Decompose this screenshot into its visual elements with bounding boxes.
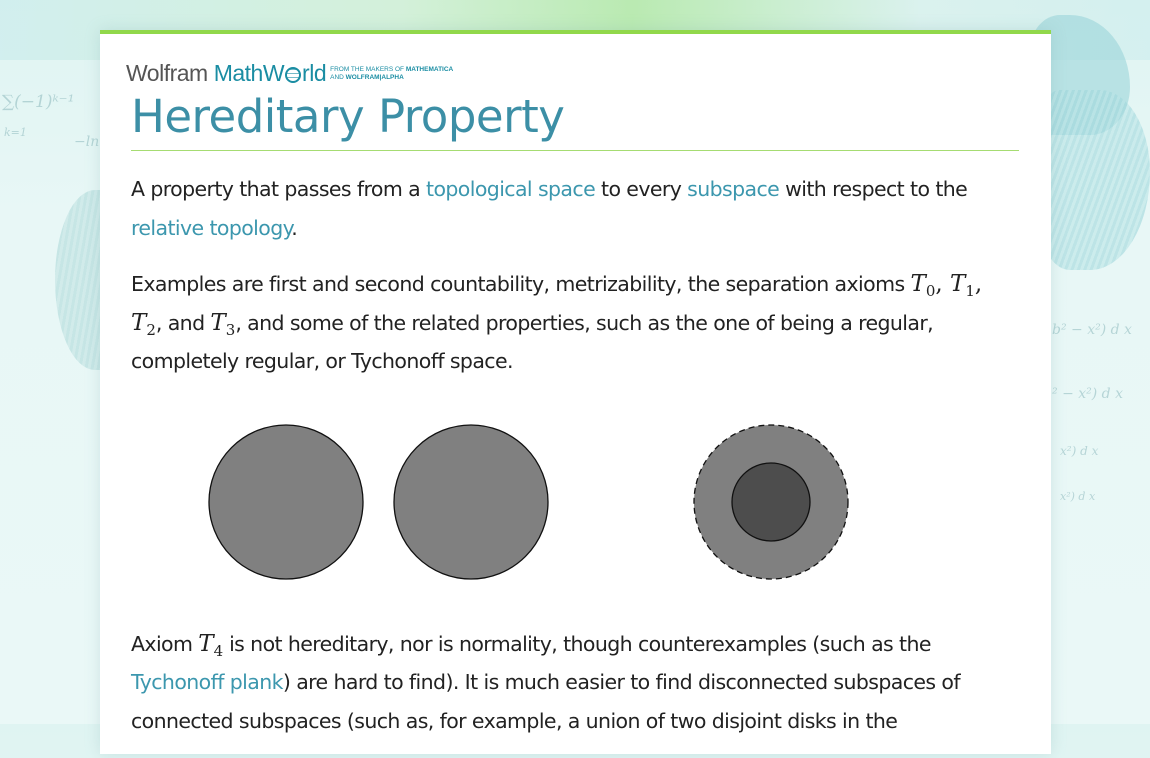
math-subscript: 2 (146, 320, 156, 339)
logo-wolfram-text: Wolfram (126, 60, 208, 86)
text: to every (595, 177, 688, 201)
text: with respect to the (779, 177, 968, 201)
background-math-integral-2: ² − x²) d x (1052, 386, 1123, 402)
link-tychonoff-plank[interactable]: Tychonoff plank (131, 670, 283, 694)
math-subscript: 1 (965, 282, 975, 300)
tagline-line2: AND (330, 73, 346, 81)
globe-icon (285, 67, 301, 83)
math-subscript: 0 (925, 282, 936, 300)
disk-closed-inner (732, 463, 810, 541)
disk-left (209, 425, 363, 579)
background-math-integral-4: x²) d x (1060, 490, 1096, 503)
link-relative-topology[interactable]: relative topology (131, 215, 292, 240)
logo-mathworld-suffix: rld (302, 60, 327, 86)
disk-middle (394, 425, 548, 579)
math-symbol: T (198, 630, 214, 657)
text: is not hereditary, nor is normality, though counterexamples (such as the (223, 631, 931, 656)
math-t2 (131, 309, 156, 339)
logo-mathworld-prefix: MathW (213, 60, 285, 86)
background-math-integral-1: b² − x²) d x (1052, 322, 1132, 338)
text: Axiom (131, 631, 199, 656)
math-subscript: 4 (213, 641, 224, 660)
paragraph-counterexamples (131, 625, 1019, 741)
math-symbol: T (131, 309, 147, 336)
title-divider (131, 150, 1019, 151)
text: . (291, 215, 298, 240)
page-title: Hereditary Property (131, 90, 565, 143)
link-topological-space[interactable]: topological space (426, 177, 596, 201)
article-card (100, 30, 1051, 754)
mathworld-logo[interactable] (126, 60, 453, 87)
tagline-line1: FROM THE MAKERS OF (330, 66, 406, 73)
paragraph-definition (131, 170, 1019, 247)
background-math-integral-3: x²) d x (1060, 444, 1099, 458)
text: Examples are first and second countability, metrizability, the separation axioms (131, 272, 911, 296)
math-symbol: T (210, 309, 226, 336)
paragraph-examples (131, 265, 1019, 381)
math-t3 (210, 309, 236, 339)
math-t1 (949, 271, 975, 300)
tagline-mathematica: MATHEMATICA (405, 66, 454, 73)
logo-tagline (330, 66, 453, 81)
math-symbol: T (949, 271, 966, 297)
text: , and some of the related properties, such as the one of being a regular, completely regular, or Tychonoff space. (131, 310, 934, 373)
article-body (131, 170, 1019, 758)
background-math-ln: −ln (74, 134, 100, 150)
disks-illustration (131, 399, 1019, 595)
tagline-wolframalpha: WOLFRAM|ALPHA (345, 73, 404, 81)
disks-figure (131, 399, 1019, 595)
logo-mathworld-text (214, 60, 326, 87)
background-math-index: k=1 (4, 126, 27, 139)
link-subspace[interactable]: subspace (687, 177, 780, 201)
background-decoration-right (1040, 90, 1150, 270)
math-t4 (198, 630, 224, 660)
math-separator: , (935, 271, 950, 297)
math-separator: , (974, 271, 983, 297)
text: A property that passes from a (131, 177, 427, 201)
math-subscript: 3 (225, 320, 236, 339)
math-t0 (910, 271, 936, 300)
math-symbol: T (910, 271, 926, 297)
text: , and (155, 310, 211, 335)
background-math-sum: ∑(−1)ᵏ⁻¹ (2, 92, 75, 112)
text: ) are hard to find). It is much easier to find disconnected subspaces of connected subspaces (such as, for example, a union of two disjoint disks in the (131, 670, 960, 733)
